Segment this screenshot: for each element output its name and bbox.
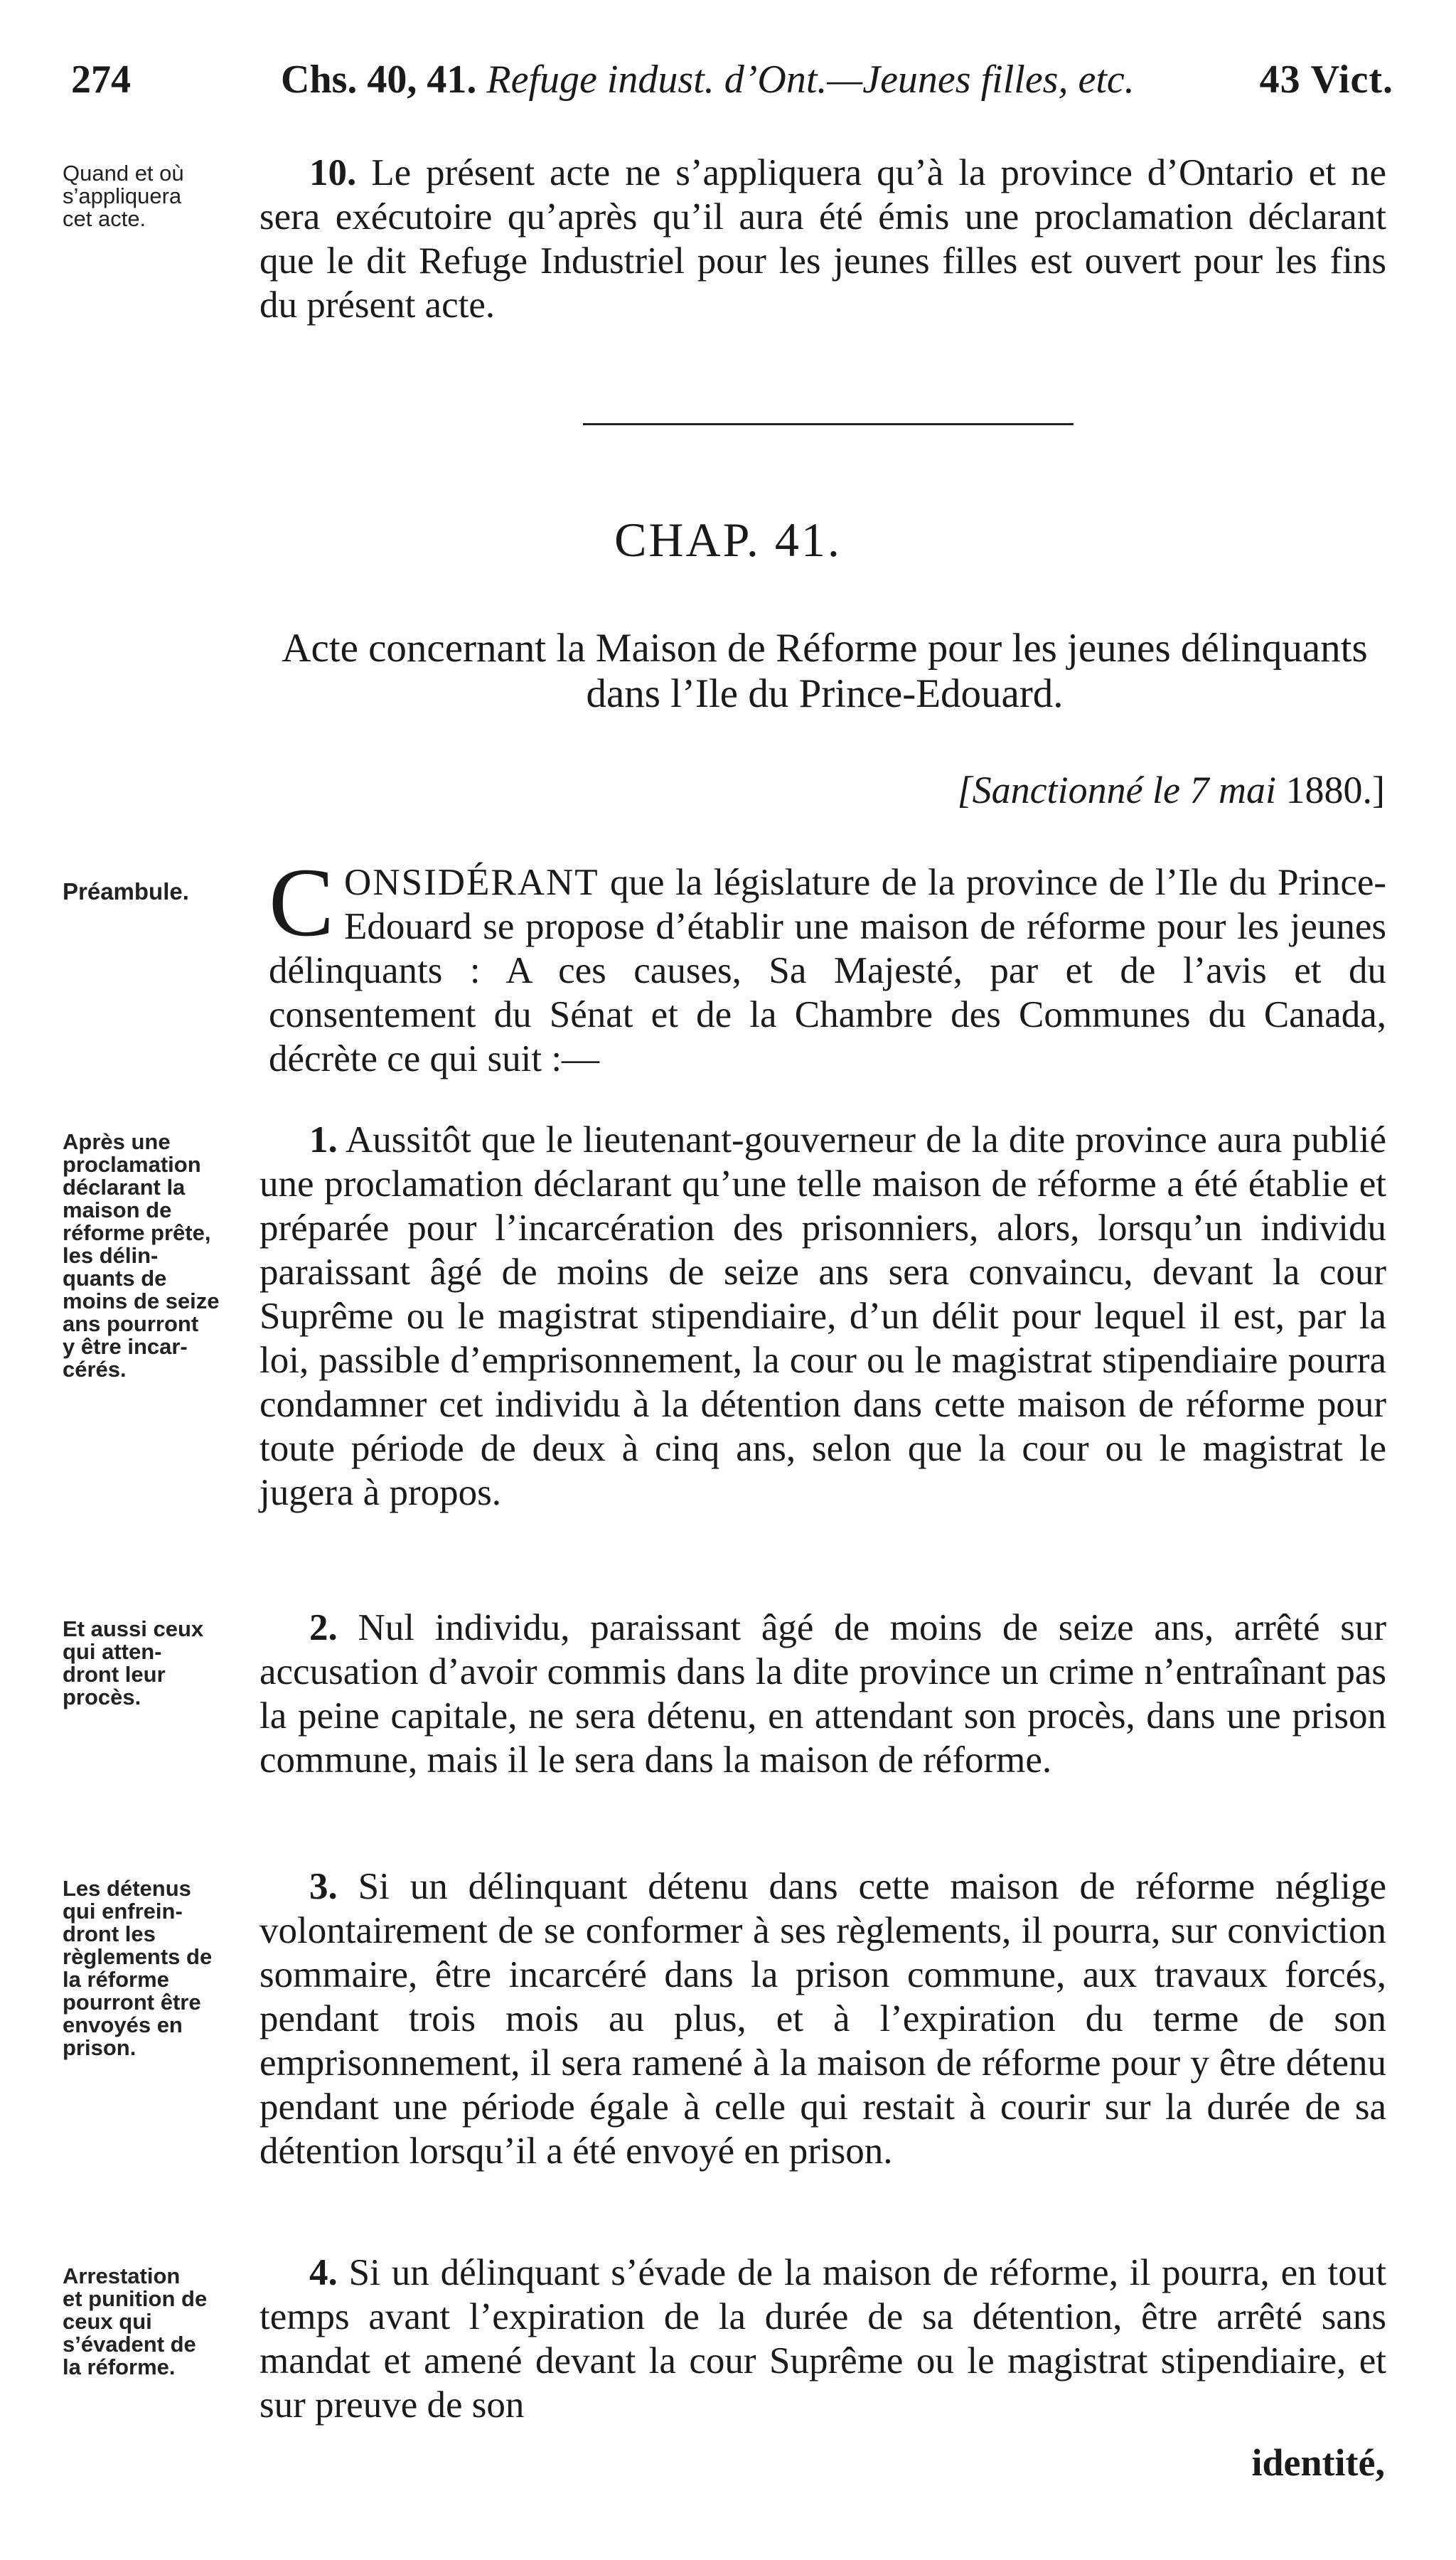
margin-note-preamble: Préambule.	[63, 878, 189, 905]
margin-note-section-4: Arrestation et punition de ceux qui s’évadent de la réforme.	[63, 2263, 208, 2379]
running-header	[71, 57, 1393, 121]
section-10-number: 10.	[309, 152, 357, 193]
margin-note-section-10: Quand et où s’appliquera cet acte.	[63, 161, 184, 231]
section-10	[259, 151, 1386, 327]
section-4-text: Si un délinquant s’évade de la maison de réforme, il pourra, en tout temps avant l’expiration de la durée de sa détention, être arrêté sans mandat et amené devant la cour Suprême ou le magistrat stipendiaire, et sur preuve de son	[259, 2252, 1387, 2426]
section-divider-rule	[583, 423, 1074, 425]
running-title-text: Refuge indust. d’Ont.—Jeunes filles, etc.	[486, 58, 1135, 102]
sanction-date	[958, 768, 1385, 812]
chapter-title: Acte concernant la Maison de Réforme pour les jeunes délinquants dans l’Ile du Prince-Edouard.	[282, 626, 1368, 716]
preamble	[269, 848, 1387, 1081]
chapter-heading: CHAP. 41.	[614, 513, 842, 567]
section-2-number: 2.	[309, 1607, 338, 1648]
section-4-number: 4.	[309, 2252, 338, 2293]
preamble-dropcap: C	[269, 848, 335, 956]
margin-note-section-1: Après une proclamation déclarant la maison de réforme prête, les délin- quants de moins de seize ans pourront y être incar- cérés.	[63, 1129, 220, 1382]
section-3-number: 3.	[309, 1866, 338, 1907]
section-3-text: Si un délinquant détenu dans cette maison de réforme néglige volontairement de se conformer à ses règlements, il pourra, sur conviction sommaire, être incarcéré dans la prison commune, aux travaux forcés, pendant trois mois au plus, et à l’expiration du terme de son emprisonnement, il sera ramené à la maison de réforme pour y être détenu pendant une période égale à celle qui restait à courir sur la durée de sa détention lorsqu’il a été envoyé en prison.	[259, 1866, 1386, 2172]
section-3	[259, 1865, 1386, 2173]
sanction-prefix: [Sanctionné le 7 mai	[957, 769, 1277, 811]
sanction-year: 1880.]	[1285, 769, 1385, 811]
section-1-number: 1.	[309, 1119, 338, 1161]
chapter-numbers: Chs. 40, 41.	[281, 58, 477, 102]
section-1-text: Aussitôt que le lieutenant-gouverneur de la dite province aura publié une proclamation déclarant qu’une telle maison de réforme a été établie et préparée pour l’incarcération des prisonniers, alors, lorsqu’un individu paraissant âgé de moins de seize ans sera convaincu, devant la cour Suprême ou le magistrat stipendiaire, d’un délit pour lequel il est, par la loi, passible d’emprisonnement, la cour ou le magistrat stipendiaire pourra condamner cet individu à la détention dans cette maison de réforme pour toute période de deux à cinq ans, selon que la cour ou le magistrat le jugera à propos.	[259, 1119, 1386, 1513]
margin-note-section-2: Et aussi ceux qui atten- dront leur procès.	[63, 1616, 204, 1710]
catchword: identité,	[1251, 2441, 1385, 2484]
regnal-year: 43 Vict.	[1259, 58, 1393, 102]
page-number: 274	[71, 58, 131, 102]
section-1	[259, 1118, 1386, 1515]
section-4	[259, 2251, 1386, 2427]
preamble-text: que la législature de la province de l’Ile du Prince-Edouard se propose d’établir une maison de réforme pour les jeunes délinquants : A ces causes, Sa Majesté, par et de l’avis et du consentement du Sénat et de la Chambre des Communes du Canada, décrète ce qui suit :—	[269, 862, 1387, 1079]
section-10-text: Le présent acte ne s’appliquera qu’à la province d’Ontario et ne sera exécutoire qu’après qu’il aura été émis une proclamation déclarant que le dit Refuge Industriel pour les jeunes filles est ouvert pour les fins du présent acte.	[259, 152, 1386, 326]
preamble-lead: ONSIDÉRANT	[344, 862, 599, 903]
section-2	[259, 1606, 1386, 1782]
section-2-text: Nul individu, paraissant âgé de moins de seize ans, arrêté sur accusation d’avoir commis dans la dite province un crime n’entraînant pas la peine capitale, ne sera détenu, en attendant son procès, dans une prison commune, mais il le sera dans la maison de réforme.	[259, 1607, 1386, 1781]
running-title	[281, 57, 1135, 102]
margin-note-section-3: Les détenus qui enfrein- dront les règlements de la réforme pourront être envoyés en prison.	[63, 1876, 213, 2060]
